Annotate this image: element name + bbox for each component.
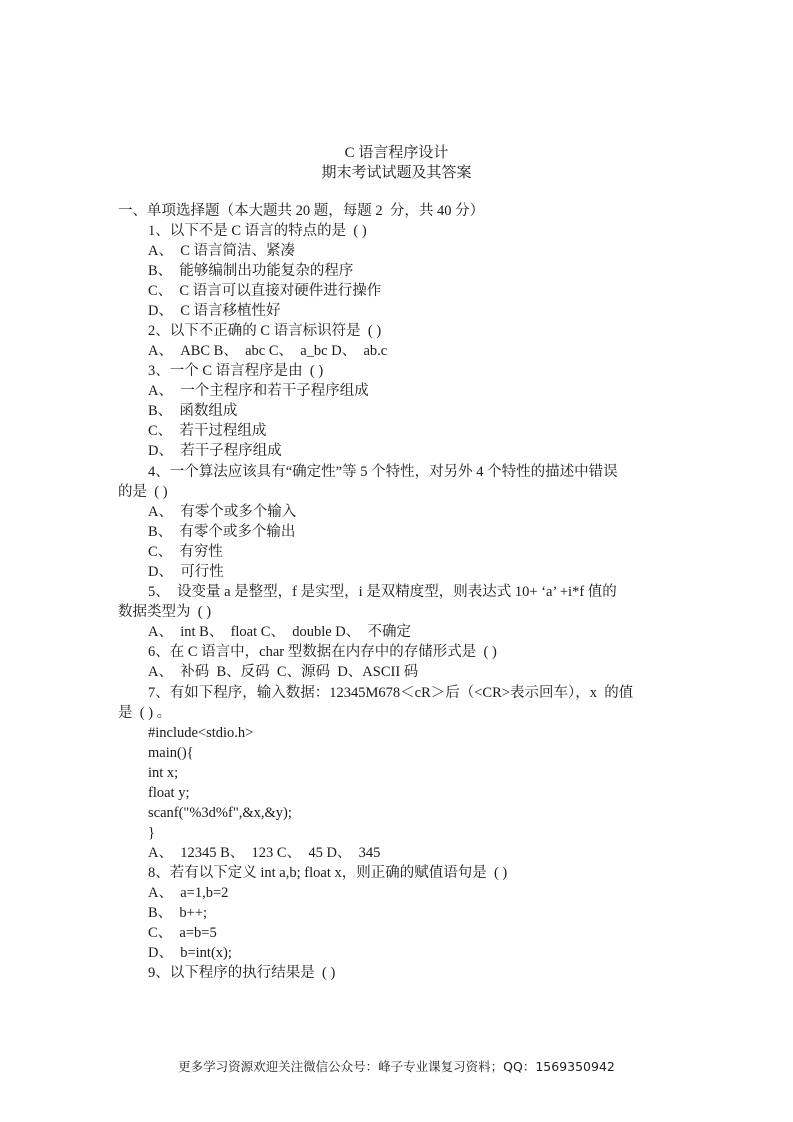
question-4-stem-line2: 的是 ( ) (118, 484, 168, 500)
code-line: scanf("%3d%f",&x,&y); (148, 805, 292, 821)
question-7-options: A、 12345 B、 123 C、 45 D、 345 (148, 845, 381, 861)
question-4-option-d: D、 可行性 (148, 564, 224, 580)
question-1-option-a: A、 C 语言简洁、紧凑 (148, 243, 296, 259)
question-3-option-b: B、 函数组成 (148, 403, 238, 419)
document-title: C 语言程序设计 (344, 145, 449, 161)
question-4-option-b: B、 有零个或多个输出 (148, 524, 296, 540)
question-9-stem: 9、以下程序的执行结果是 ( ) (148, 965, 336, 981)
document-subtitle: 期末考试试题及其答案 (321, 165, 472, 181)
section-heading: 一、单项选择题（本大题共 20 题，每题 2 分，共 40 分） (118, 203, 485, 219)
question-4-stem-line1: 4、一个算法应该具有“确定性”等 5 个特性，对另外 4 个特性的描述中错误 (148, 464, 618, 480)
question-5-options: A、 int B、 float C、 double D、 不确定 (148, 624, 412, 640)
question-3-option-c: C、 若干过程组成 (148, 423, 267, 439)
question-7-stem-line2: 是 ( ) 。 (118, 705, 172, 721)
question-6-stem: 6、在 C 语言中，char 型数据在内存中的存储形式是 ( ) (148, 644, 497, 660)
question-2-stem: 2、以下不正确的 C 语言标识符是 ( ) (148, 323, 382, 339)
question-3-stem: 3、一个 C 语言程序是由 ( ) (148, 363, 324, 379)
question-2-options: A、 ABC B、 abc C、 a_bc D、 ab.c (148, 343, 388, 359)
question-3-option-d: D、 若干子程序组成 (148, 443, 282, 459)
question-8-option-a: A、 a=1,b=2 (148, 885, 229, 901)
question-1-option-d: D、 C 语言移植性好 (148, 303, 281, 319)
question-8-stem: 8、若有以下定义 int a,b; float x，则正确的赋值语句是 ( ) (148, 865, 508, 881)
question-8-option-c: C、 a=b=5 (148, 925, 217, 941)
question-4-option-c: C、 有穷性 (148, 544, 223, 560)
question-5-stem-line1: 5、 设变量 a 是整型，f 是实型，i 是双精度型，则表达式 10+ ‘a’ +i*f 值的 (148, 584, 617, 600)
question-1-option-c: C、 C 语言可以直接对硬件进行操作 (148, 283, 382, 299)
code-line: } (148, 825, 155, 841)
question-7-stem-line1: 7、有如下程序，输入数据：12345M678＜cR＞后（<CR>表示回车），x 的值 (148, 685, 634, 701)
question-3-option-a: A、 一个主程序和若干子程序组成 (148, 383, 369, 399)
code-line: int x; (148, 765, 179, 781)
question-8-option-b: B、 b++; (148, 905, 208, 921)
question-5-stem-line2: 数据类型为 ( ) (118, 604, 212, 620)
page-footer: 更多学习资源欢迎关注微信公众号：峰子专业课复习资料；QQ：1569350942 (178, 1059, 615, 1074)
code-line: #include<stdio.h> (148, 725, 254, 741)
question-8-option-d: D、 b=int(x); (148, 945, 232, 961)
question-1-option-b: B、 能够编制出功能复杂的程序 (148, 263, 354, 279)
code-line: main(){ (148, 745, 194, 761)
question-4-option-a: A、 有零个或多个输入 (148, 504, 297, 520)
question-1-stem: 1、以下不是 C 语言的特点的是 ( ) (148, 223, 367, 239)
question-6-options: A、 补码 B、反码 C、源码 D、ASCII 码 (148, 664, 419, 680)
code-line: float y; (148, 785, 190, 801)
